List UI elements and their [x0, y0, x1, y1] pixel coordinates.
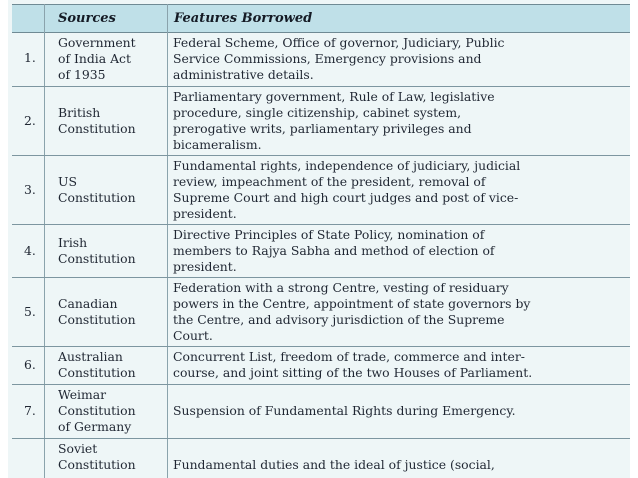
row-number: 7.	[24, 403, 36, 418]
table-row	[12, 87, 630, 156]
row-features: Fundamental rights, independence of judiciary, judicial review, impeachment of the president, removal of Supreme Court and high court judges and post of vice- president.	[173, 158, 521, 221]
right-margin	[630, 0, 638, 478]
left-margin	[0, 0, 8, 478]
row-features: Fundamental duties and the ideal of justice (social,	[173, 457, 495, 472]
table-row	[12, 156, 630, 225]
row-features: Suspension of Fundamental Rights during Emergency.	[173, 403, 516, 418]
row-source: US Constitution	[58, 174, 136, 205]
row-source: Weimar Constitution of Germany	[58, 387, 136, 434]
row-number: 3.	[24, 182, 36, 197]
row-source: Government of India Act of 1935	[58, 35, 136, 82]
table-row	[12, 439, 630, 478]
row-features: Parliamentary government, Rule of Law, legislative procedure, single citizenship, cabinet system, prerogative writs, parliamentary privileges and bicameralism.	[173, 89, 495, 152]
row-features: Concurrent List, freedom of trade, commerce and inter- course, and joint sitting of the two Houses of Parliament.	[173, 349, 533, 380]
row-features: Federation with a strong Centre, vesting of residuary powers in the Centre, appointment of state governors by the Centre, and advisory jurisdiction of the Supreme Court.	[173, 280, 531, 343]
table-row	[12, 347, 630, 385]
row-features: Federal Scheme, Office of governor, Judiciary, Public Service Commissions, Emergency provisions and administrative details.	[173, 35, 505, 82]
row-number: 2.	[24, 113, 36, 128]
table-row	[12, 385, 630, 439]
row-source: British Constitution	[58, 105, 136, 136]
row-number: 4.	[24, 243, 36, 258]
row-source: Irish Constitution	[58, 235, 136, 266]
header-sources: Sources	[58, 11, 116, 26]
row-source: Canadian Constitution	[58, 296, 136, 327]
row-number: 1.	[24, 50, 36, 65]
table-header	[12, 4, 630, 33]
table-row	[12, 225, 630, 278]
row-features: Directive Principles of State Policy, nomination of members to Rajya Sabha and method of election of president.	[173, 227, 495, 274]
row-number: 5.	[24, 304, 36, 319]
header-features: Features Borrowed	[174, 11, 313, 26]
row-source: Australian Constitution	[58, 349, 136, 380]
table-row	[12, 278, 630, 347]
row-number: 6.	[24, 357, 36, 372]
table-row	[12, 32, 630, 87]
row-source: Soviet Constitution	[58, 441, 136, 472]
